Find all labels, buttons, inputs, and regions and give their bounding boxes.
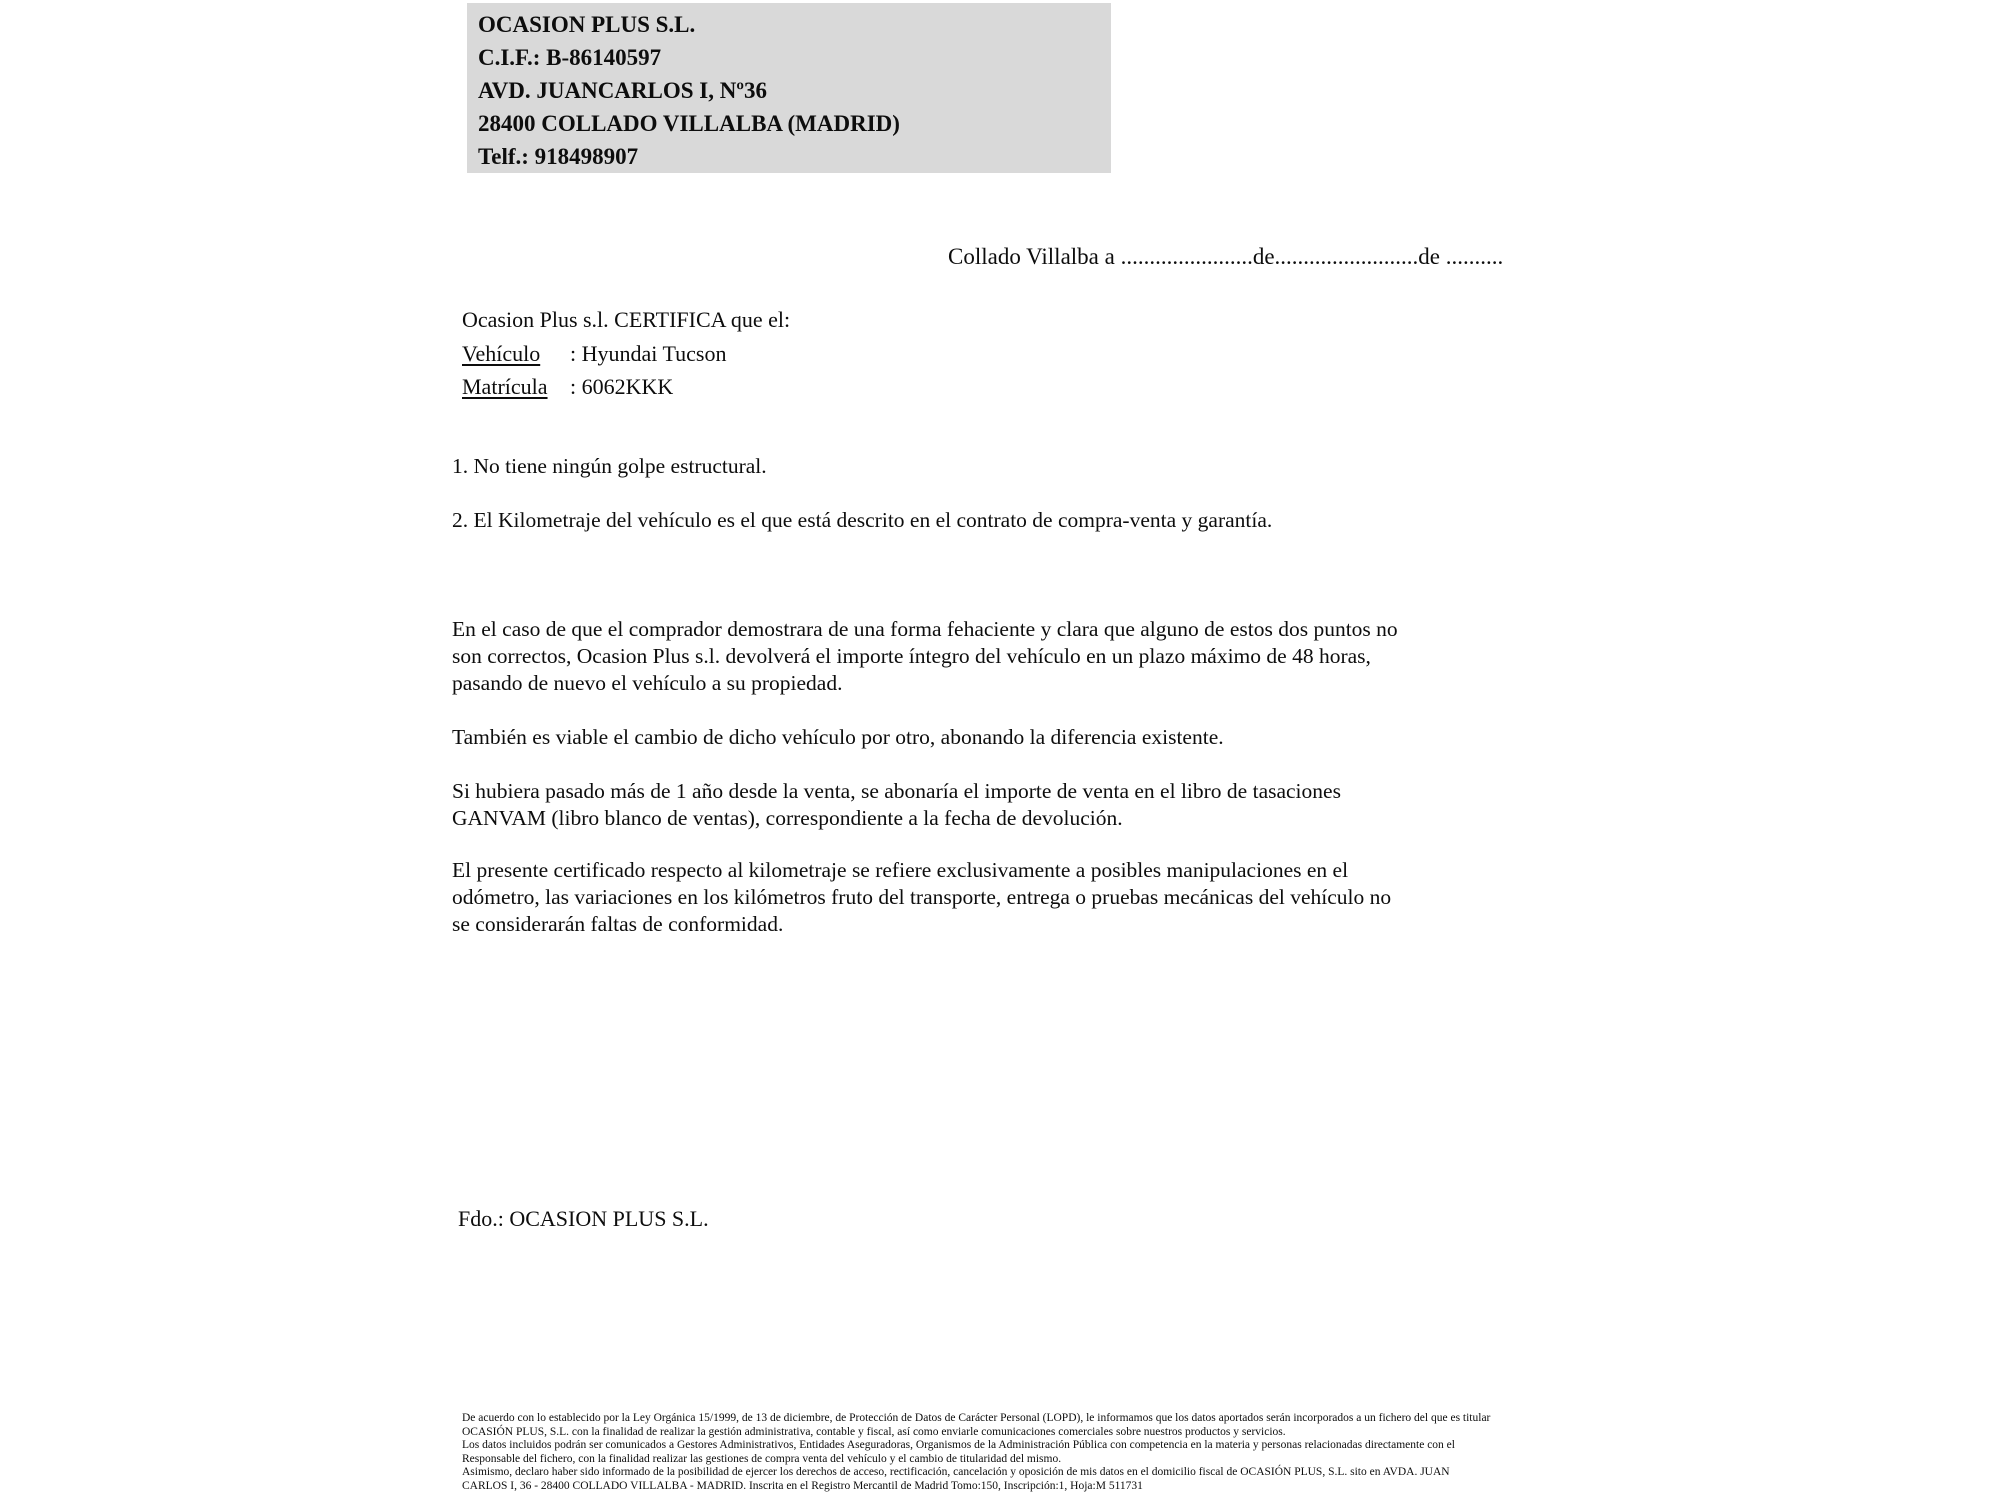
paragraph-line: odómetro, las variaciones en los kilómetros fruto del transporte, entrega o pruebas mecánicas del vehículo no	[452, 885, 1392, 910]
paragraph-ganvam	[452, 778, 1341, 832]
vehicle-label-wrap	[462, 337, 570, 370]
legal-line: Asimismo, declaro haber sido informado de la posibilidad de ejercer los derechos de acceso, rectificación, cancelación y oposición de mis datos en el domicilio fiscal de OCASIÓN PLUS, S.L. sito en AVDA. JUAN	[462, 1466, 1450, 1479]
certified-point-2: 2. El Kilometraje del vehículo es el que está descrito en el contrato de compra-venta y garantía.	[452, 508, 1273, 532]
paragraph-line: Si hubiera pasado más de 1 año desde la venta, se abonaría el importe de venta en el libro de tasaciones	[452, 779, 1341, 803]
legal-line: CARLOS I, 36 - 28400 COLLADO VILLALBA - MADRID. Inscrita en el Registro Mercantil de Madrid Tomo:150, Inscripción:1, Hoja:M 511731	[462, 1479, 1143, 1492]
company-header-box	[467, 3, 1111, 173]
paragraph-line: se considerarán faltas de conformidad.	[452, 912, 784, 937]
legal-line: Responsable del fichero, con la finalidad realizar las gestiones de compra venta del vehículo y el cambio de titularidad del mismo.	[462, 1452, 1062, 1465]
legal-line: Los datos incluidos podrán ser comunicados a Gestores Administrativos, Entidades Aseguradoras, Organismos de la Administración Pública con competencia en la materia y personas relacionadas directamente con el	[462, 1439, 1455, 1452]
paragraph-refund	[452, 616, 1398, 698]
date-line: Collado Villalba a .......................de.........................de ..........	[948, 244, 1504, 269]
paragraph-line: son correctos, Ocasion Plus s.l. devolverá el importe íntegro del vehículo en un plazo máximo de 48 horas,	[452, 644, 1371, 669]
paragraph-line: GANVAM (libro blanco de ventas), correspondiente a la fecha de devolución.	[452, 806, 1123, 831]
vehicle-label: Vehículo	[462, 341, 541, 366]
certification-block	[462, 303, 790, 403]
paragraph-line: pasando de nuevo el vehículo a su propiedad.	[452, 671, 843, 696]
signature-line: Fdo.: OCASION PLUS S.L.	[458, 1206, 709, 1231]
plate-label: Matrícula	[462, 374, 548, 399]
legal-line: OCASIÓN PLUS, S.L. con la finalidad de realizar la gestión administrativa, contable y fiscal, así como enviarle comunicaciones comerciales sobre nuestros productos y servicios.	[462, 1425, 1286, 1438]
vehicle-value: : Hyundai Tucson	[570, 341, 727, 366]
paragraph-line: En el caso de que el comprador demostrara de una forma fehaciente y clara que alguno de estos dos puntos no	[452, 617, 1398, 641]
legal-line: De acuerdo con lo establecido por la Ley Orgánica 15/1999, de 13 de diciembre, de Protección de Datos de Carácter Personal (LOPD), le informamos que los datos aportados serán incorporados a un fichero del que es titular	[462, 1412, 1491, 1424]
legal-fine-print	[462, 1412, 1572, 1494]
vehicle-field	[462, 337, 790, 370]
company-phone: Telf.: 918498907	[478, 144, 639, 169]
plate-value: : 6062KKK	[570, 374, 674, 399]
company-city: 28400 COLLADO VILLALBA (MADRID)	[478, 111, 900, 136]
paragraph-exchange	[452, 724, 1224, 751]
paragraph-odometer	[452, 857, 1391, 939]
company-name: OCASION PLUS S.L.	[478, 12, 696, 37]
certified-point-1: 1. No tiene ningún golpe estructural.	[452, 454, 767, 478]
plate-label-wrap	[462, 370, 570, 403]
plate-field	[462, 370, 790, 403]
company-address: AVD. JUANCARLOS I, Nº36	[478, 78, 767, 103]
paragraph-line: El presente certificado respecto al kilometraje se refiere exclusivamente a posibles manipulaciones en el	[452, 858, 1349, 882]
certification-intro: Ocasion Plus s.l. CERTIFICA que el:	[462, 307, 791, 332]
company-cif: C.I.F.: B-86140597	[478, 45, 662, 70]
paragraph-line: También es viable el cambio de dicho vehículo por otro, abonando la diferencia existente.	[452, 725, 1224, 749]
